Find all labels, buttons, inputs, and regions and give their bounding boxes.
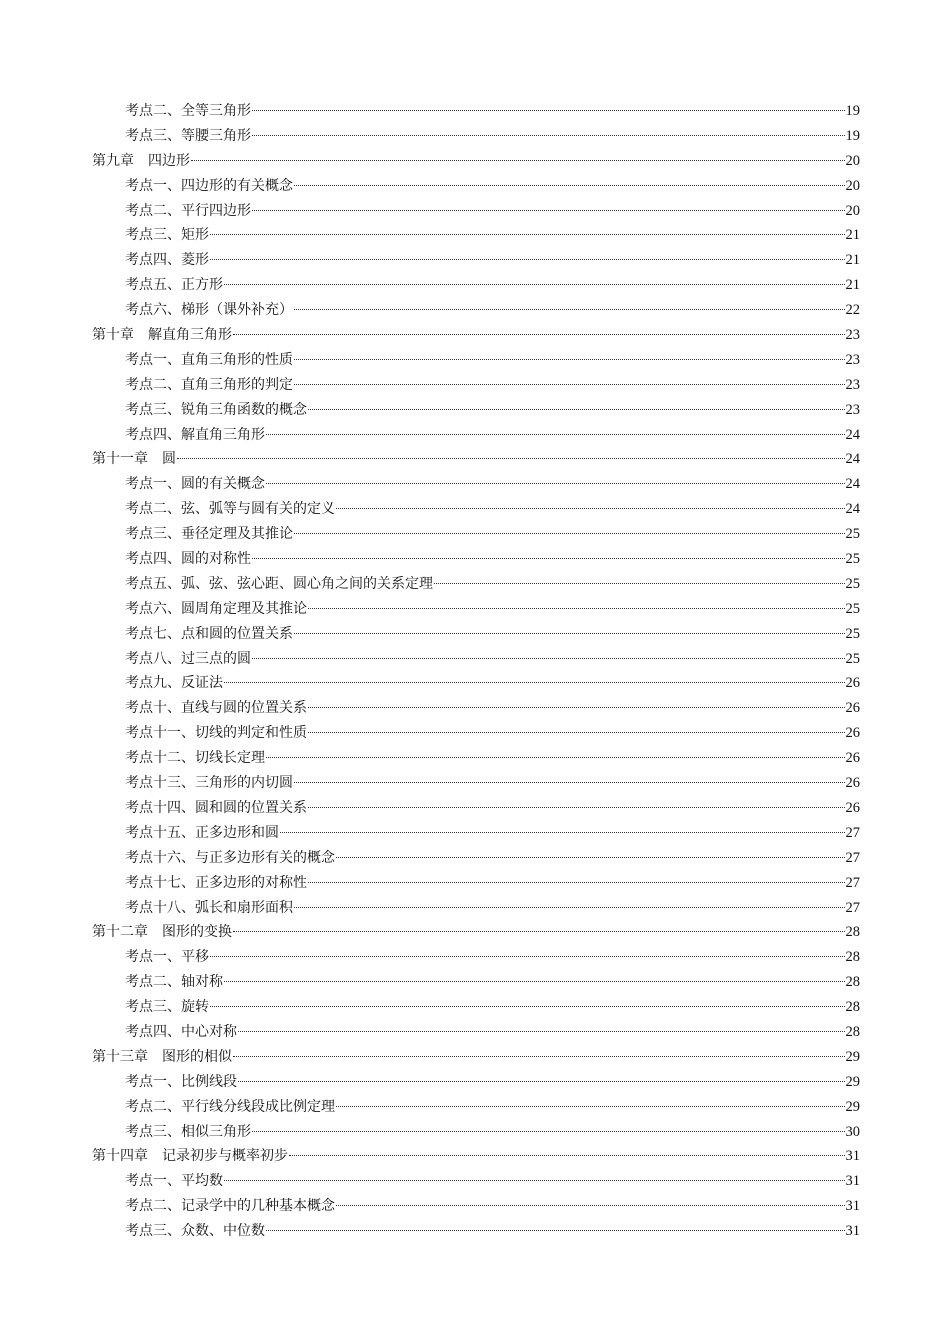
page-number: 27 <box>845 824 860 841</box>
page-number: 28 <box>845 924 860 941</box>
section-title[interactable]: 考点二、弦、弧等与圆有关的定义 <box>125 501 335 518</box>
page-number: 26 <box>845 775 860 792</box>
toc-section-entry[interactable] <box>92 696 860 721</box>
section-title[interactable]: 考点一、圆的有关概念 <box>125 476 265 493</box>
page-number: 21 <box>845 227 860 244</box>
toc-section-entry[interactable] <box>92 522 860 547</box>
dot-leader <box>308 732 845 733</box>
toc-section-entry[interactable] <box>92 771 860 796</box>
dot-leader <box>210 259 845 260</box>
section-title[interactable]: 考点三、旋转 <box>125 999 209 1016</box>
dot-leader <box>336 508 845 509</box>
dot-leader <box>308 882 845 883</box>
toc-section-entry[interactable] <box>92 871 860 896</box>
dot-leader <box>294 907 845 908</box>
page-number: 23 <box>845 351 860 368</box>
toc-chapter-entry[interactable] <box>92 149 860 174</box>
toc-chapter-entry[interactable] <box>92 447 860 472</box>
dot-leader <box>191 160 845 161</box>
dot-leader <box>252 210 845 211</box>
page-number: 19 <box>845 103 860 119</box>
page-number: 31 <box>845 1173 860 1190</box>
dot-leader <box>308 409 845 410</box>
toc-chapter-entry[interactable] <box>92 920 860 945</box>
toc-section-entry[interactable] <box>92 671 860 696</box>
toc-section-entry[interactable] <box>92 597 860 622</box>
dot-leader <box>210 1006 845 1007</box>
page-number: 29 <box>845 1073 860 1090</box>
page-number: 28 <box>845 1023 860 1040</box>
section-title[interactable]: 考点四、中心对称 <box>125 1023 237 1040</box>
chapter-title[interactable]: 第十三章 图形的相似 <box>92 1048 232 1065</box>
toc-section-entry[interactable] <box>92 647 860 672</box>
section-title[interactable]: 考点六、圆周角定理及其推论 <box>125 600 307 617</box>
toc-section-entry[interactable] <box>92 896 860 921</box>
section-title[interactable]: 考点十六、与正多边形有关的概念 <box>125 849 335 866</box>
page-number: 24 <box>845 451 860 468</box>
dot-leader <box>210 234 845 235</box>
section-title[interactable]: 考点十五、正多边形和圆 <box>125 824 279 841</box>
page-number: 29 <box>845 1098 860 1115</box>
dot-leader <box>252 658 845 659</box>
toc-section-entry[interactable] <box>92 423 860 448</box>
toc-section-entry[interactable] <box>92 970 860 995</box>
section-title[interactable]: 考点十三、三角形的内切圆 <box>125 775 293 792</box>
section-title[interactable]: 考点三、垂径定理及其推论 <box>125 526 293 543</box>
dot-leader <box>308 608 845 609</box>
section-title[interactable]: 考点一、平均数 <box>125 1173 223 1190</box>
toc-section-entry[interactable] <box>92 223 860 248</box>
chapter-title[interactable]: 第九章 四边形 <box>92 152 190 169</box>
page-number: 26 <box>845 675 860 692</box>
page-number: 21 <box>845 252 860 269</box>
page-number: 20 <box>845 152 860 169</box>
section-title[interactable]: 考点二、全等三角形 <box>125 103 251 119</box>
page-number: 27 <box>845 874 860 891</box>
dot-leader <box>308 707 845 708</box>
toc-section-entry[interactable] <box>92 497 860 522</box>
chapter-title[interactable]: 第十四章 记录初步与概率初步 <box>92 1148 288 1165</box>
page-number: 26 <box>845 799 860 816</box>
dot-leader <box>294 185 845 186</box>
dot-leader <box>336 1205 845 1206</box>
dot-leader <box>434 583 845 584</box>
toc-section-entry[interactable] <box>92 547 860 572</box>
dot-leader <box>224 981 845 982</box>
section-title[interactable]: 考点一、比例线段 <box>125 1073 237 1090</box>
section-title[interactable]: 考点二、平行线分线段成比例定理 <box>125 1098 335 1115</box>
dot-leader <box>252 110 845 111</box>
section-title[interactable]: 考点十八、弧长和扇形面积 <box>125 899 293 916</box>
dot-leader <box>252 135 845 136</box>
toc-section-entry[interactable] <box>92 199 860 224</box>
section-title[interactable]: 考点八、过三点的圆 <box>125 650 251 667</box>
page-number: 25 <box>845 575 860 592</box>
page-number: 26 <box>845 750 860 767</box>
section-title[interactable]: 考点一、四边形的有关概念 <box>125 177 293 194</box>
dot-leader <box>266 434 845 435</box>
section-title[interactable]: 考点十七、正多边形的对称性 <box>125 874 307 891</box>
dot-leader <box>294 384 845 385</box>
page-number: 20 <box>845 202 860 219</box>
section-title[interactable]: 考点二、轴对称 <box>125 974 223 991</box>
toc-section-entry[interactable] <box>92 1095 860 1120</box>
section-title[interactable]: 考点四、解直角三角形 <box>125 426 265 443</box>
toc-section-entry[interactable] <box>92 273 860 298</box>
page-number: 28 <box>845 999 860 1016</box>
section-title[interactable]: 考点二、平行四边形 <box>125 202 251 219</box>
section-title[interactable]: 考点五、正方形 <box>125 277 223 294</box>
section-title[interactable]: 考点二、记录学中的几种基本概念 <box>125 1198 335 1215</box>
toc-chapter-entry[interactable] <box>92 1045 860 1070</box>
toc-section-entry[interactable] <box>92 846 860 871</box>
section-title[interactable]: 考点四、圆的对称性 <box>125 551 251 568</box>
page-number: 20 <box>845 177 860 194</box>
toc-section-entry[interactable] <box>92 1169 860 1194</box>
section-title[interactable]: 考点五、弧、弦、弦心距、圆心角之间的关系定理 <box>125 575 433 592</box>
toc-section-entry[interactable] <box>92 622 860 647</box>
toc-section-entry[interactable] <box>92 398 860 423</box>
chapter-title[interactable]: 第十二章 图形的变换 <box>92 924 232 941</box>
section-title[interactable]: 考点十一、切线的判定和性质 <box>125 725 307 742</box>
page-number: 22 <box>845 302 860 319</box>
toc-section-entry[interactable] <box>92 572 860 597</box>
dot-leader <box>294 359 845 360</box>
page-number: 28 <box>845 974 860 991</box>
page-number: 31 <box>845 1223 860 1240</box>
toc-section-entry[interactable] <box>92 1070 860 1095</box>
dot-leader <box>233 334 845 335</box>
page-number: 26 <box>845 725 860 742</box>
dot-leader <box>224 284 845 285</box>
section-title[interactable]: 考点三、众数、中位数 <box>125 1223 265 1240</box>
page-number: 29 <box>845 1048 860 1065</box>
page-number: 23 <box>845 327 860 344</box>
dot-leader <box>336 1106 845 1107</box>
page-number: 26 <box>845 700 860 717</box>
page-number: 24 <box>845 501 860 518</box>
toc-section-entry[interactable] <box>92 99 860 124</box>
dot-leader <box>266 1230 845 1231</box>
toc-section-entry[interactable] <box>92 721 860 746</box>
toc-section-entry[interactable] <box>92 1120 860 1145</box>
dot-leader <box>238 1031 845 1032</box>
toc-section-entry[interactable] <box>92 796 860 821</box>
dot-leader <box>224 1180 845 1181</box>
toc-section-entry[interactable] <box>92 373 860 398</box>
dot-leader <box>266 757 845 758</box>
section-title[interactable]: 考点三、矩形 <box>125 227 209 244</box>
toc-section-entry[interactable] <box>92 298 860 323</box>
section-title[interactable]: 考点七、点和圆的位置关系 <box>125 625 293 642</box>
page-number: 23 <box>845 401 860 418</box>
dot-leader <box>238 1081 845 1082</box>
section-title[interactable]: 考点四、菱形 <box>125 252 209 269</box>
dot-leader <box>177 458 845 459</box>
section-title[interactable]: 考点三、等腰三角形 <box>125 127 251 144</box>
chapter-title[interactable]: 第十一章 圆 <box>92 451 176 468</box>
dot-leader <box>289 1155 845 1156</box>
toc-section-entry[interactable] <box>92 821 860 846</box>
page-number: 25 <box>845 551 860 568</box>
section-title[interactable]: 考点三、相似三角形 <box>125 1123 251 1140</box>
toc-chapter-entry[interactable] <box>92 323 860 348</box>
toc-chapter-entry[interactable] <box>92 1144 860 1169</box>
section-title[interactable]: 考点二、直角三角形的判定 <box>125 376 293 393</box>
page-number: 24 <box>845 426 860 443</box>
page-number: 25 <box>845 650 860 667</box>
section-title[interactable]: 考点九、反证法 <box>125 675 223 692</box>
dot-leader <box>224 682 845 683</box>
dot-leader <box>266 483 845 484</box>
toc-section-entry[interactable] <box>92 1219 860 1244</box>
section-title[interactable]: 考点六、梯形（课外补充） <box>125 302 293 319</box>
toc-section-entry[interactable] <box>92 945 860 970</box>
page-number: 21 <box>845 277 860 294</box>
dot-leader <box>294 309 845 310</box>
section-title[interactable]: 考点十、直线与圆的位置关系 <box>125 700 307 717</box>
page-number: 30 <box>845 1123 860 1140</box>
section-title[interactable]: 考点十二、切线长定理 <box>125 750 265 767</box>
page-number: 24 <box>845 476 860 493</box>
dot-leader <box>294 533 845 534</box>
dot-leader <box>233 1056 845 1057</box>
page-number: 28 <box>845 949 860 966</box>
toc-section-entry[interactable] <box>92 248 860 273</box>
dot-leader <box>252 1131 845 1132</box>
page-number: 27 <box>845 849 860 866</box>
page-number: 25 <box>845 625 860 642</box>
chapter-title[interactable]: 第十章 解直角三角形 <box>92 327 232 344</box>
page-number: 25 <box>845 600 860 617</box>
dot-leader <box>280 832 845 833</box>
dot-leader <box>294 782 845 783</box>
dot-leader <box>252 558 845 559</box>
page-number: 31 <box>845 1148 860 1165</box>
page-number: 23 <box>845 376 860 393</box>
toc-section-entry[interactable] <box>92 348 860 373</box>
section-title[interactable]: 考点一、平移 <box>125 949 209 966</box>
toc-section-entry[interactable] <box>92 124 860 149</box>
dot-leader <box>233 931 845 932</box>
toc-section-entry[interactable] <box>92 746 860 771</box>
dot-leader <box>294 633 845 634</box>
toc-section-entry[interactable] <box>92 1020 860 1045</box>
section-title[interactable]: 考点三、锐角三角函数的概念 <box>125 401 307 418</box>
section-title[interactable]: 考点一、直角三角形的性质 <box>125 351 293 368</box>
toc-section-entry[interactable] <box>92 472 860 497</box>
dot-leader <box>210 956 845 957</box>
toc-section-entry[interactable] <box>92 1194 860 1219</box>
page-number: 19 <box>845 127 860 144</box>
toc-section-entry[interactable] <box>92 174 860 199</box>
dot-leader <box>308 807 845 808</box>
table-of-contents <box>92 99 860 1244</box>
page-number: 27 <box>845 899 860 916</box>
section-title[interactable]: 考点十四、圆和圆的位置关系 <box>125 799 307 816</box>
page-number: 25 <box>845 526 860 543</box>
dot-leader <box>336 857 845 858</box>
toc-section-entry[interactable] <box>92 995 860 1020</box>
page-number: 31 <box>845 1198 860 1215</box>
